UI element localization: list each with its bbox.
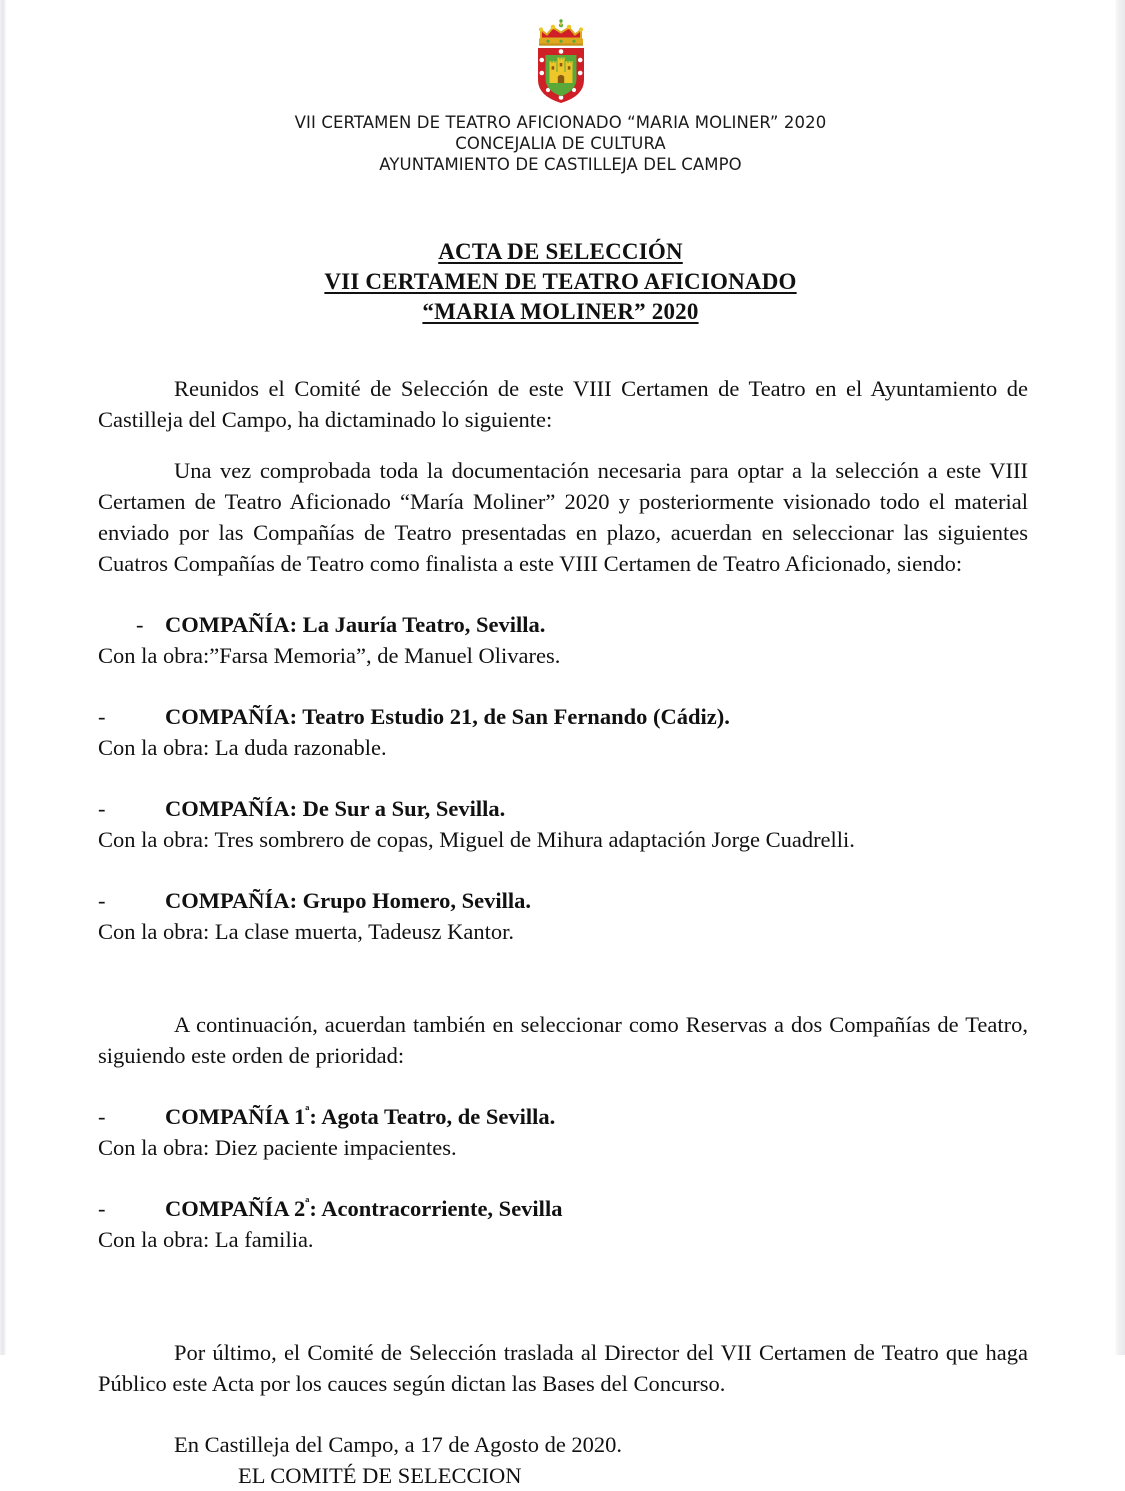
finalist-entry-2 (98, 701, 1028, 763)
reserve-entry-1 (98, 1101, 1028, 1163)
finalist-entry-3 (98, 793, 1028, 855)
bullet-dash-icon: - (98, 704, 106, 729)
bullet-dash-icon: - (136, 612, 144, 637)
paragraph-intro: Reunidos el Comité de Selección de este VIII Certamen de Teatro en el Ayuntamiento de Castilleja del Campo, ha dictaminado lo siguiente: (98, 376, 1028, 432)
finalist-heading-1 (98, 609, 1028, 640)
paragraph-closing: Por último, el Comité de Selección traslada al Director del VII Certamen de Teatro que haga Público este Acta por los cauces según dictan las Bases del Concurso. (98, 1340, 1028, 1396)
reserve-company-name-1 (165, 1101, 555, 1132)
finalist-company-name-1: COMPAÑÍA: La Jauría Teatro, Sevilla. (165, 612, 546, 637)
letterhead (6, 0, 1115, 175)
reserve-entry-2 (98, 1193, 1028, 1255)
reserve-company-title-1: : Agota Teatro, de Sevilla. (309, 1104, 556, 1129)
title-line-2: VII CERTAMEN DE TEATRO AFICIONADO (324, 269, 797, 294)
finalist-company-name-2: COMPAÑÍA: Teatro Estudio 21, de San Fernando (Cádiz). (165, 704, 730, 729)
finalist-heading-4 (98, 885, 1028, 916)
bullet-dash-icon: - (98, 796, 106, 821)
finalist-company-name-3: COMPAÑÍA: De Sur a Sur, Sevilla. (165, 796, 506, 821)
finalist-work-1: Con la obra:”Farsa Memoria”, de Manuel Olivares. (98, 643, 561, 668)
finalist-heading-3 (98, 793, 1028, 824)
finalist-work-3: Con la obra: Tres sombrero de copas, Miguel de Mihura adaptación Jorge Cuadrelli. (98, 827, 855, 852)
letterhead-line-3: AYUNTAMIENTO DE CASTILLEJA DEL CAMPO (379, 155, 742, 174)
reserve-company-title-2: : Acontracorriente, Sevilla (309, 1196, 563, 1221)
coat-of-arms-icon (530, 18, 592, 106)
signature-committee: EL COMITÉ DE SELECCION (238, 1463, 522, 1488)
reserve-work-2: Con la obra: La familia. (98, 1227, 314, 1252)
reserve-label-2: COMPAÑÍA 2 (165, 1196, 306, 1221)
document-page (6, 0, 1115, 1488)
finalist-work-2: Con la obra: La duda razonable. (98, 735, 387, 760)
bullet-dash-icon: - (98, 888, 106, 913)
reserve-heading-2 (98, 1193, 1028, 1224)
bullet-dash-icon: - (98, 1104, 106, 1129)
letterhead-text (6, 112, 1115, 175)
reserve-label-1: COMPAÑÍA 1 (165, 1104, 306, 1129)
finalist-company-name-4: COMPAÑÍA: Grupo Homero, Sevilla. (165, 888, 532, 913)
title-line-3: “MARIA MOLINER” 2020 (422, 299, 699, 324)
finalist-entry-1 (98, 609, 1028, 671)
reserve-work-1: Con la obra: Diez paciente impacientes. (98, 1135, 457, 1160)
bullet-dash-icon: - (98, 1196, 106, 1221)
signature-place-date: En Castilleja del Campo, a 17 de Agosto de 2020. (174, 1432, 623, 1457)
ordinal-indicator: ª (305, 1196, 310, 1212)
finalist-work-4: Con la obra: La clase muerta, Tadeusz Kantor. (98, 919, 514, 944)
finalist-entry-4 (98, 885, 1028, 947)
page-edge-right (1115, 0, 1125, 1355)
document-body (93, 327, 1028, 1491)
ordinal-indicator: ª (305, 1104, 310, 1120)
letterhead-line-2: CONCEJALIA DE CULTURA (455, 134, 666, 153)
reserve-heading-1 (98, 1101, 1028, 1132)
paragraph-documentation: Una vez comprobada toda la documentación necesaria para optar a la selección a este VIII Certamen de Teatro Aficionado “María Moliner” 2020 y posteriormente visionado todo el material enviado por las Compañías de Teatro presentadas en plazo, acuerdan en seleccionar las siguientes Cuatros Compañías de Teatro como finalista a este VIII Certamen de Teatro Aficionado, siendo: (98, 458, 1028, 576)
document-title (6, 237, 1115, 327)
finalist-heading-2 (98, 701, 1028, 732)
reserve-company-name-2 (165, 1193, 562, 1224)
paragraph-reserves-intro: A continuación, acuerdan también en seleccionar como Reservas a dos Compañías de Teatro, siguiendo este orden de prioridad: (98, 1012, 1028, 1068)
title-line-1: ACTA DE SELECCIÓN (438, 239, 683, 264)
letterhead-line-1: VII CERTAMEN DE TEATRO AFICIONADO “MARIA MOLINER” 2020 (294, 113, 827, 132)
